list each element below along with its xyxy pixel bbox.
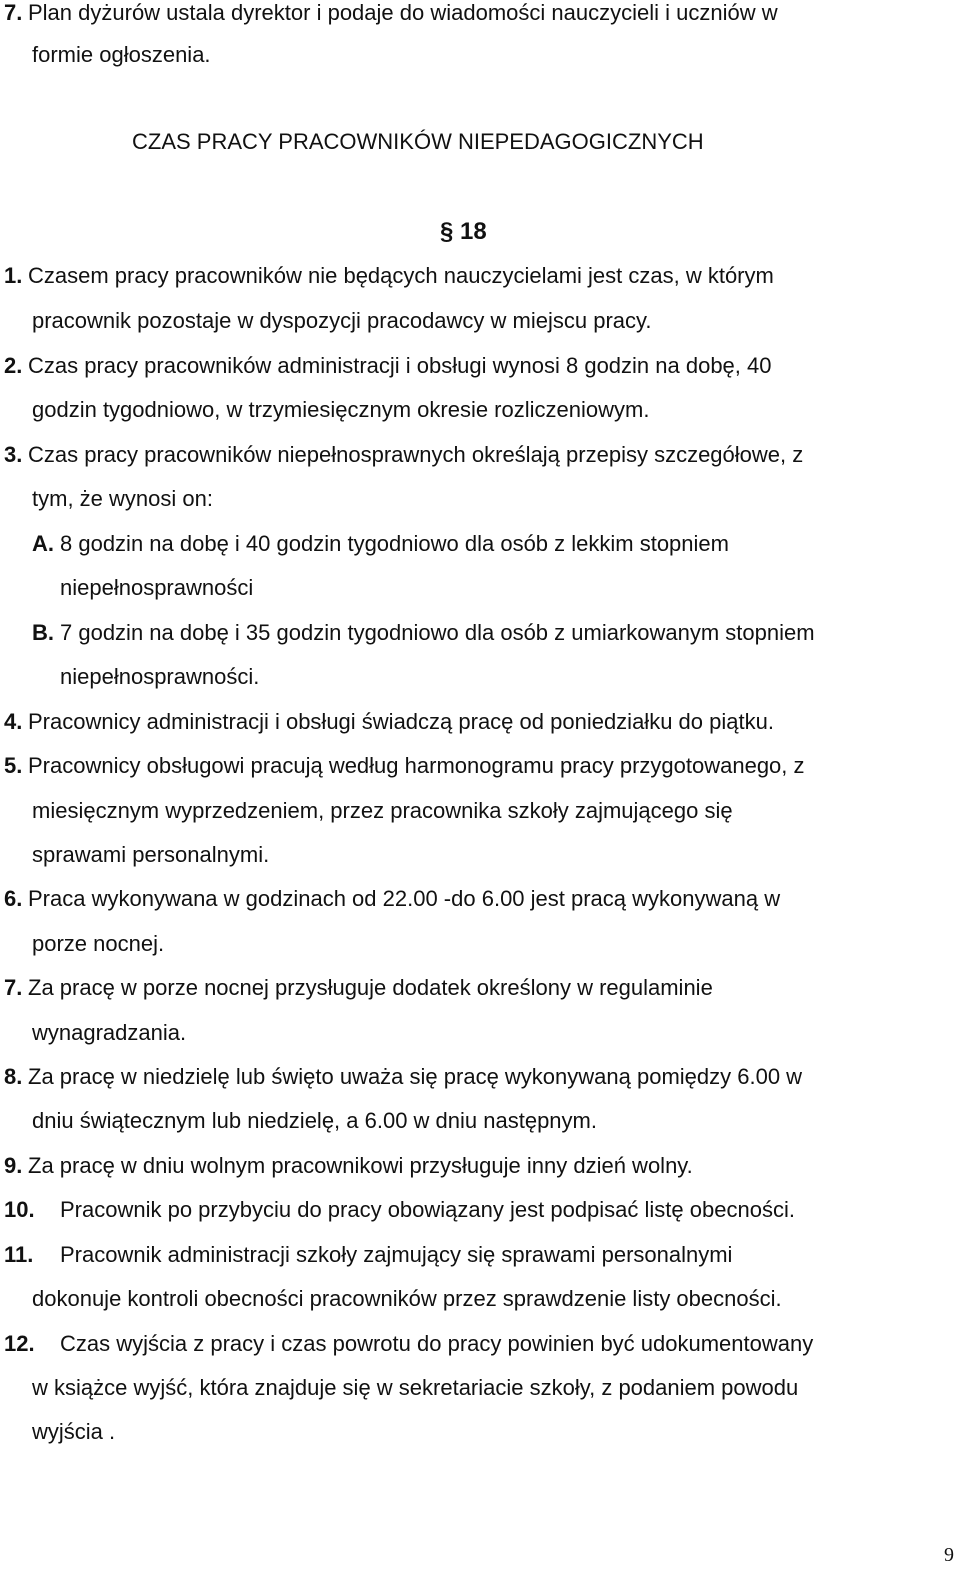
item-text: niepełnosprawności [60,575,254,600]
item-text: Za pracę w niedzielę lub święto uważa się pracę wykonywaną pomiędzy 6.00 w [28,1064,803,1089]
page-number: 9 [944,1544,954,1566]
item-number: 6. [4,886,23,911]
item-number: 7. [4,0,23,25]
section-sign-icon: § [440,218,454,245]
item-text: Pracownik po przybyciu do pracy obowiązany jest podpisać listę obecności. [60,1197,795,1222]
item-text: dniu świątecznym lub niedzielę, a 6.00 w dniu następnym. [32,1108,597,1133]
item-text: sprawami personalnymi. [32,842,270,867]
item-text: niepełnosprawności. [60,664,260,689]
item-text: 7 godzin na dobę i 35 godzin tygodniowo dla osób z umiarkowanym stopniem [60,620,815,645]
item-number: 2. [4,353,23,378]
item-text: Praca wykonywana w godzinach od 22.00 -do 6.00 jest pracą wykonywaną w [28,886,781,911]
item-number: 10. [4,1197,35,1222]
section-heading: CZAS PRACY PRACOWNIKÓW NIEPEDAGOGICZNYCH [132,129,704,154]
item-text: Plan dyżurów ustala dyrektor i podaje do wiadomości nauczycieli i uczniów w [28,0,778,25]
item-number: 8. [4,1064,23,1089]
item-number: 3. [4,442,23,467]
item-text: formie ogłoszenia. [32,42,211,67]
item-text: tym, że wynosi on: [32,486,213,511]
paragraph-number: § 18 [440,218,487,245]
item-text: Czas pracy pracowników administracji i obsługi wynosi 8 godzin na dobę, 40 [28,353,772,378]
item-text: Za pracę w dniu wolnym pracownikowi przysługuje inny dzień wolny. [28,1153,693,1178]
item-text: wyjścia . [32,1419,116,1444]
item-text: Pracownicy obsługowi pracują według harmonogramu pracy przygotowanego, z [28,753,805,778]
item-number: 7. [4,975,23,1000]
item-text: 8 godzin na dobę i 40 godzin tygodniowo dla osób z lekkim stopniem [60,531,729,556]
item-letter: B. [32,620,54,645]
item-text: Czasem pracy pracowników nie będących nauczycielami jest czas, w którym [28,263,774,288]
item-text: Pracownik administracji szkoły zajmujący się sprawami personalnymi [60,1242,733,1267]
item-text: Czas wyjścia z pracy i czas powrotu do pracy powinien być udokumentowany [60,1331,814,1356]
item-number: 4. [4,709,23,734]
item-text: dokonuje kontroli obecności pracowników przez sprawdzenie listy obecności. [32,1286,782,1311]
item-number: 5. [4,753,23,778]
item-number: 1. [4,263,23,288]
item-text: porze nocnej. [32,931,165,956]
item-letter: A. [32,531,54,556]
item-number: 9. [4,1153,23,1178]
item-text: Pracownicy administracji i obsługi świadczą pracę od poniedziałku do piątku. [28,709,774,734]
item-text: miesięcznym wyprzedzeniem, przez pracownika szkoły zajmującego się [32,798,733,823]
item-number: 12. [4,1331,35,1356]
item-text: godzin tygodniowo, w trzymiesięcznym okresie rozliczeniowym. [32,397,650,422]
item-text: w książce wyjść, która znajduje się w sekretariacie szkoły, z podaniem powodu [32,1375,799,1400]
item-text: wynagradzania. [32,1020,187,1045]
item-text: Czas pracy pracowników niepełnosprawnych określają przepisy szczegółowe, z [28,442,804,467]
item-text: pracownik pozostaje w dyspozycji pracodawcy w miejscu pracy. [32,308,652,333]
item-text: Za pracę w porze nocnej przysługuje dodatek określony w regulaminie [28,975,713,1000]
item-number: 11. [4,1242,34,1267]
